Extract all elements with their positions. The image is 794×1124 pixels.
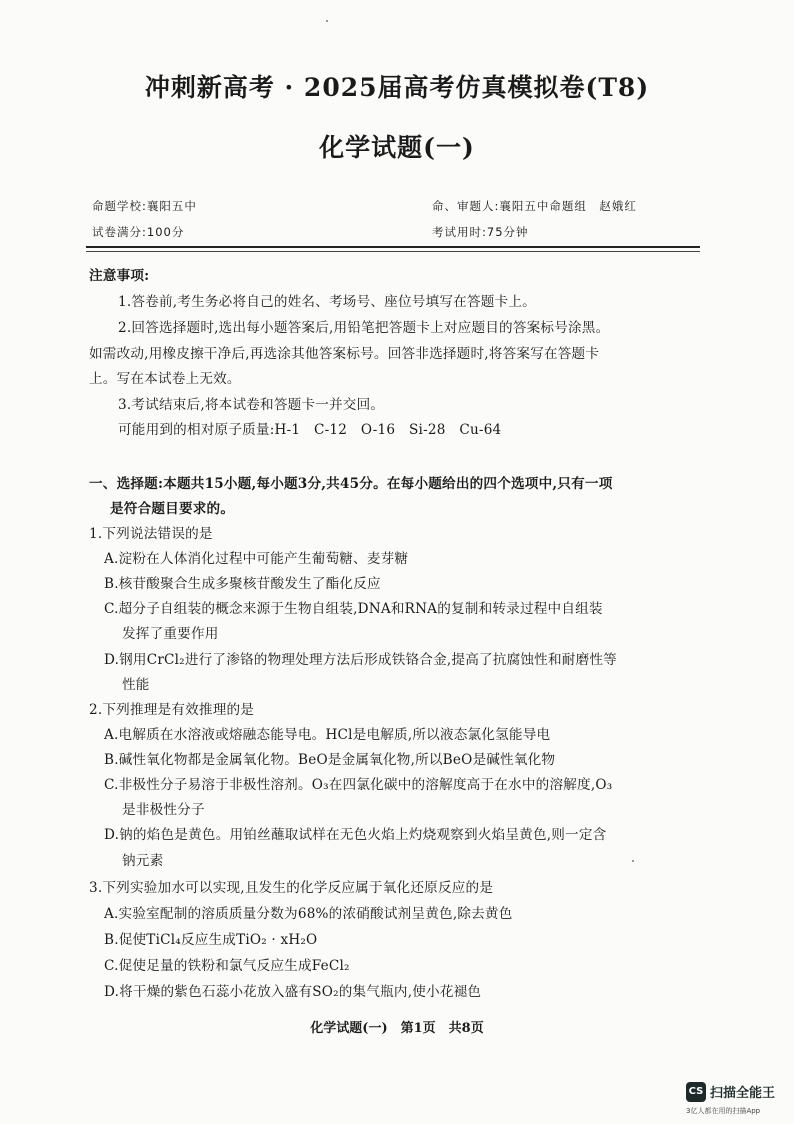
question-3-option-c: C.促使足量的铁粉和氯气反应生成FeCl₂ [104,958,350,974]
section-heading-cont: 是符合题目要求的。 [110,501,235,517]
header-rule-thick [86,246,700,248]
full-score: 试卷满分:100分 [92,225,185,239]
question-2-option-c-cont: 是非极性分子 [122,802,205,818]
question-1-option-a: A.淀粉在人体消化过程中可能产生葡萄糖、麦芽糖 [104,551,409,567]
question-1-option-c-cont: 发挥了重要作用 [122,626,219,642]
question-2-stem: 2.下列推理是有效推理的是 [89,702,255,718]
question-2-option-d: D.钠的焰色是黄色。用铂丝蘸取试样在无色火焰上灼烧观察到火焰呈黄色,则一定含 [104,827,607,843]
question-1-option-d-cont: 性能 [122,677,150,693]
notice-line: 如需改动,用橡皮擦干净后,再选涂其他答案标号。回答非选择题时,将答案写在答题卡 [89,346,600,362]
question-3-option-d: D.将干燥的紫色石蕊小花放入盛有SO₂的集气瓶内,使小花褪色 [104,984,482,1000]
question-2-option-d-cont: 钠元素 [122,853,164,869]
question-1-stem: 1.下列说法错误的是 [89,526,213,542]
question-3-option-b: B.促使TiCl₄反应生成TiO₂ · xH₂O [104,932,318,948]
scan-speck [326,20,328,22]
duration: 考试用时:75分钟 [432,225,529,239]
notice-line: 1.答卷前,考生务必将自己的姓名、考场号、座位号填写在答题卡上。 [118,294,536,310]
notice-line: 3.考试结束后,将本试卷和答题卡一并交回。 [118,397,385,413]
question-1-option-b: B.核苷酸聚合生成多聚核苷酸发生了酯化反应 [104,576,381,592]
section-heading: 一、选择题:本题共15小题,每小题3分,共45分。在每小题给出的四个选项中,只有一项 [89,476,613,492]
question-3-option-a: A.实验室配制的溶质质量分数为68%的浓硝酸试剂呈黄色,除去黄色 [104,906,513,922]
atomic-masses: 可能用到的相对原子质量:H-1 C-12 O-16 Si-28 Cu-64 [118,422,502,438]
question-2-option-a: A.电解质在水溶液或熔融态能导电。HCl是电解质,所以液态氯化氢能导电 [104,727,551,743]
question-1-option-c: C.超分子自组装的概念来源于生物自组装,DNA和RNA的复制和转录过程中自组装 [104,601,603,617]
exam-title: 冲刺新高考 · 2025届高考仿真模拟卷(T8) [144,73,650,102]
page-footer: 化学试题(一) 第1页 共8页 [310,1021,484,1036]
scan-speck [632,860,634,862]
question-2-option-c: C.非极性分子易溶于非极性溶剂。O₃在四氯化碳中的溶解度高于在水中的溶解度,O₃ [104,777,613,793]
camscanner-tagline: 3亿人都在用的扫描App [686,1107,761,1115]
question-2-option-b: B.碱性氧化物都是金属氧化物。BeO是金属氧化物,所以BeO是碱性氧化物 [104,752,556,768]
exam-subtitle: 化学试题(一) [319,133,475,162]
author-info: 命、审题人:襄阳五中命题组 赵娥红 [432,199,637,213]
notice-line: 2.回答选择题时,选出每小题答案后,用铅笔把答题卡上对应题目的答案标号涂黑。 [118,320,610,336]
question-1-option-d: D.钢用CrCl₂进行了渗铬的物理处理方法后形成铁铬合金,提高了抗腐蚀性和耐磨性等 [104,652,617,668]
header-rule-thin [86,251,700,252]
notice-line: 上。写在本试卷上无效。 [89,371,241,387]
school-info: 命题学校:襄阳五中 [92,199,197,213]
notice-heading: 注意事项: [89,268,150,284]
camscanner-name: 扫描全能王 [710,1086,776,1101]
camscanner-logo-icon: CS [686,1082,706,1102]
question-3-stem: 3.下列实验加水可以实现,且发生的化学反应属于氧化还原反应的是 [89,880,494,896]
